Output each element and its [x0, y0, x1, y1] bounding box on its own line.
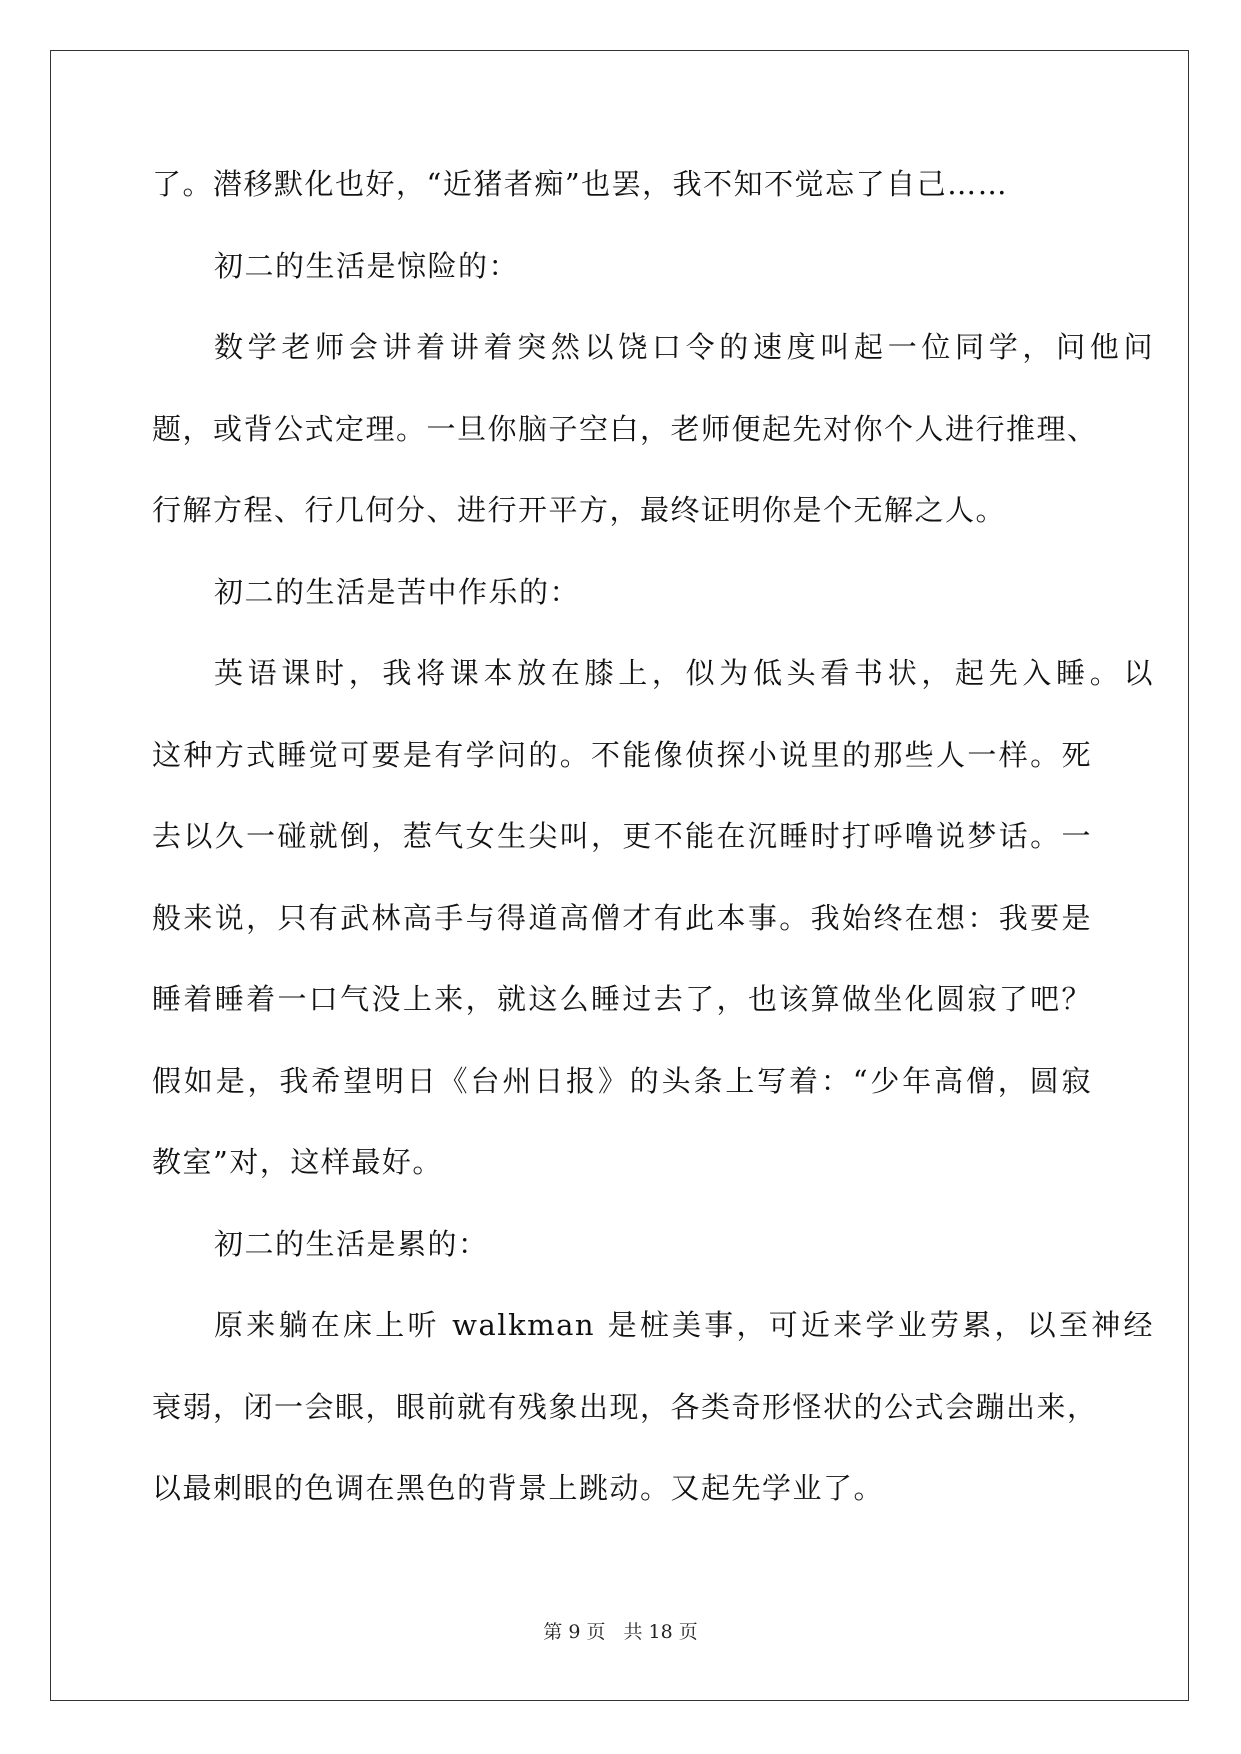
text-line: 原来躺在床上听 walkman 是桩美事，可近来学业劳累，以至神经 — [214, 1308, 1154, 1342]
text-line: 初二的生活是苦中作乐的： — [214, 574, 581, 609]
text-line: 假如是，我希望明日《台州日报》的头条上写着：“少年高僧，圆寂 — [152, 1063, 1092, 1098]
text-line: 以最刺眼的色调在黑色的背景上跳动。又起先学业了。 — [152, 1471, 885, 1505]
text-line: 行解方程、行几何分、进行开平方，最终证明你是个无解之人。 — [152, 493, 1007, 527]
text-line: 般来说，只有武林高手与得道高僧才有此本事。我始终在想：我要是 — [152, 900, 1092, 935]
text-line: 英语课时，我将课本放在膝上，似为低头看书状，起先入睡。以 — [214, 656, 1154, 690]
page-number: 第 9 页 — [543, 1621, 606, 1643]
text-line: 这种方式睡觉可要是有学问的。不能像侦探小说里的那些人一样。死 — [152, 737, 1092, 772]
text-line: 教室”对，这样最好。 — [152, 1145, 443, 1179]
page-footer — [0, 1620, 1241, 1644]
text-line: 睡着睡着一口气没上来，就这么睡过去了，也该算做坐化圆寂了吧？ — [152, 982, 1092, 1016]
text-line: 初二的生活是累的： — [214, 1226, 489, 1261]
page-total: 共 18 页 — [623, 1621, 698, 1643]
text-line: 数学老师会讲着讲着突然以饶口令的速度叫起一位同学，问他问 — [214, 330, 1154, 364]
text-line: 衰弱，闭一会眼，眼前就有残象出现，各类奇形怪状的公式会蹦出来， — [152, 1389, 1098, 1424]
text-line: 初二的生活是惊险的： — [214, 248, 520, 283]
text-line: 了。潜移默化也好，“近猪者痴”也罢，我不知不觉忘了自己…… — [152, 167, 1009, 201]
text-line: 题，或背公式定理。一旦你脑子空白，老师便起先对你个人进行推理、 — [152, 411, 1098, 446]
document-body — [152, 160, 1154, 1546]
text-line: 去以久一碰就倒，惹气女生尖叫，更不能在沉睡时打呼噜说梦话。一 — [152, 819, 1092, 853]
